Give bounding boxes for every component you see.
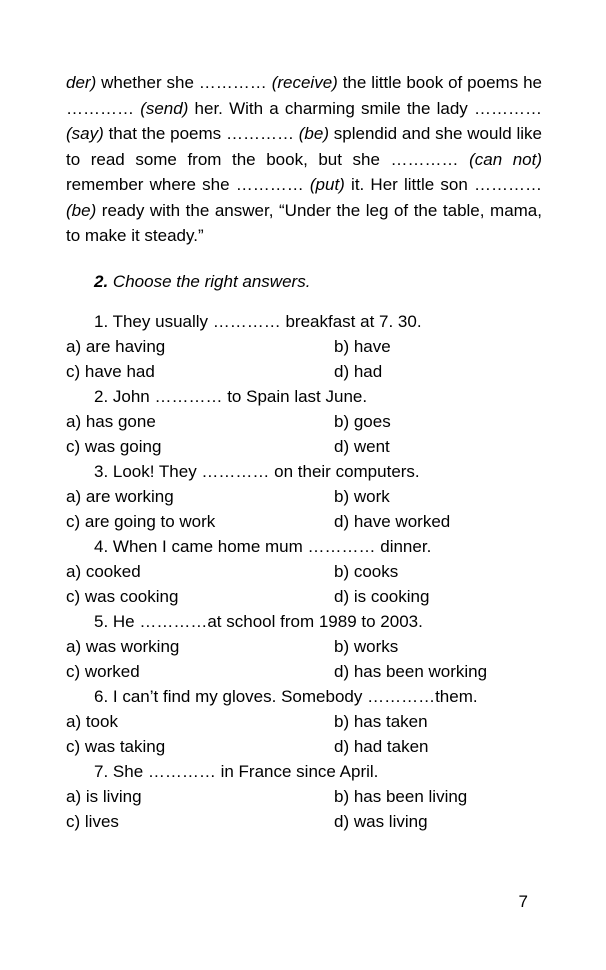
option-d: d) was living	[334, 811, 428, 831]
option-a: a) was working	[66, 636, 180, 656]
option-c: c) was taking	[66, 736, 166, 756]
option-a: a) cooked	[66, 561, 141, 581]
option-b: b) work	[334, 486, 390, 506]
page-number: 7	[518, 892, 528, 911]
option-c: c) was cooking	[66, 586, 179, 606]
option-d: d) had taken	[334, 736, 429, 756]
options-grid	[66, 409, 542, 459]
exercise-heading	[66, 269, 542, 294]
option-c: c) was going	[66, 436, 162, 456]
paragraph-segment: that the poems …………	[103, 124, 299, 143]
options-grid	[66, 784, 542, 834]
option-b: b) have	[334, 336, 391, 356]
option-c: c) worked	[66, 661, 140, 681]
paragraph-segment: (be)	[298, 124, 329, 143]
question-text: 4. When I came home mum ………… dinner.	[94, 536, 432, 556]
options-grid	[66, 634, 542, 684]
option-a: a) are having	[66, 336, 166, 356]
paragraph-segment: her. With a charming smile the lady …………	[188, 98, 542, 118]
exercise-title: Choose the right answers.	[112, 271, 311, 291]
paragraph-segment: it. Her little son …………	[344, 175, 542, 194]
options-grid	[66, 334, 542, 384]
paragraph-segment: splendid and she would like to read some from the book, but she …………	[66, 124, 542, 169]
option-a: a) took	[66, 711, 118, 731]
option-b: b) works	[334, 636, 399, 656]
questions-list	[66, 309, 542, 834]
option-c: c) have had	[66, 361, 155, 381]
paragraph-segment: the little book of poems he …………	[66, 73, 542, 118]
paragraph-segment: (can not)	[469, 149, 543, 169]
paragraph-segment: (receive)	[271, 73, 338, 92]
question-text: 7. She ………… in France since April.	[94, 761, 379, 781]
paragraph-segment: (send)	[140, 98, 189, 118]
question-text: 1. They usually ………… breakfast at 7. 30.	[94, 311, 422, 331]
option-c: c) are going to work	[66, 511, 216, 531]
question-text: 6. I can’t find my gloves. Somebody …………them.	[94, 686, 478, 706]
paragraph-segment: (say)	[66, 124, 104, 143]
option-d: d) have worked	[334, 511, 451, 531]
option-d: d) went	[334, 436, 390, 456]
options-grid	[66, 709, 542, 759]
question-text: 3. Look! They ………… on their computers.	[94, 461, 420, 481]
option-d: d) has been working	[334, 661, 488, 681]
paragraph-segment: der)	[66, 73, 97, 92]
option-b: b) has taken	[334, 711, 428, 731]
intro-paragraph	[66, 70, 542, 249]
paragraph-segment: ready with the answer, “Under the leg of the table, mama, to make it steady.”	[66, 200, 542, 245]
paragraph-segment: (put)	[309, 175, 345, 194]
question-text: 2. John ………… to Spain last June.	[94, 386, 368, 406]
option-b: b) goes	[334, 411, 391, 431]
option-a: a) has gone	[66, 411, 156, 431]
option-d: d) had	[334, 361, 383, 381]
option-c: c) lives	[66, 811, 119, 831]
option-b: b) has been living	[334, 786, 468, 806]
paragraph-segment: (be)	[66, 200, 97, 220]
paragraph-segment: whether she …………	[96, 73, 272, 92]
options-grid	[66, 484, 542, 534]
option-b: b) cooks	[334, 561, 399, 581]
option-a: a) are working	[66, 486, 174, 506]
exercise-number: 2.	[94, 271, 109, 291]
options-grid	[66, 559, 542, 609]
option-a: a) is living	[66, 786, 142, 806]
option-d: d) is cooking	[334, 586, 430, 606]
question-text: 5. He …………at school from 1989 to 2003.	[94, 611, 423, 631]
paragraph-segment: remember where she …………	[66, 175, 310, 194]
